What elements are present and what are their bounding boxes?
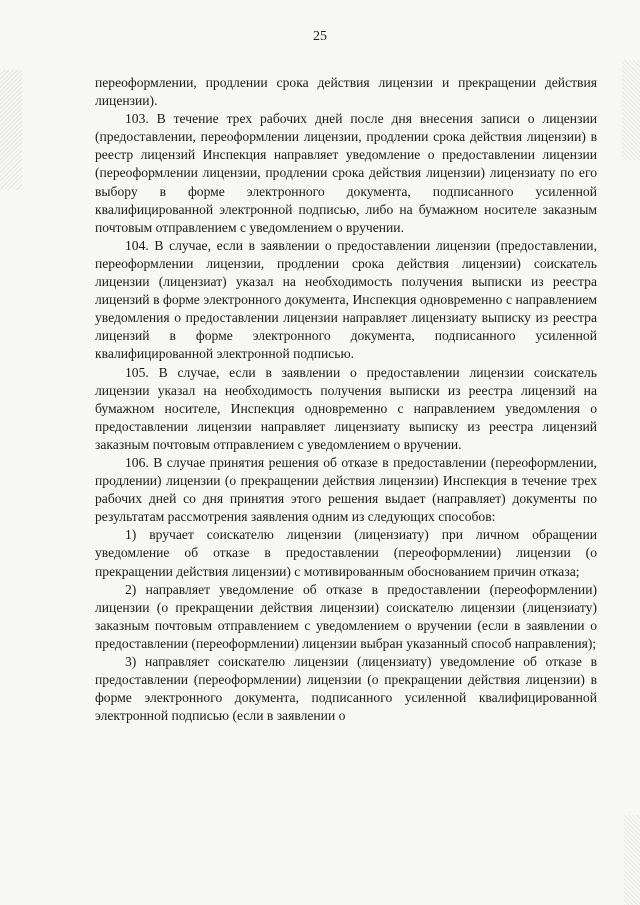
scan-artifact-left	[0, 70, 22, 190]
paragraph-103: 103. В течение трех рабочих дней после дня внесения записи о лицензии (предоставлении, переоформлении лицензии, продлении срока действия лицензии) в реестр лицензий Инспекция направляет уведомление о предоставлении лицензии (переоформлении лицензии, продлении срока действия лицензии) лицензиату по его выбору в форме электронного документа, подписанного усиленной квалифицированной электронной подписью, либо на бумажном носителе заказным почтовым отправлением с уведомлением о вручении.	[95, 111, 597, 235]
page-number: 25	[313, 29, 327, 44]
paragraph-continuation: переоформлении, продлении срока действия лицензии и прекращении действия лицензии).	[95, 75, 597, 109]
paragraph-106: 106. В случае принятия решения об отказе в предоставлении (переоформлении, продлении) лицензии (о прекращении действия лицензии) Инспекция в течение трех рабочих дней со дня принятия этого решения выдает (направляет) документы по результатам рассмотрения заявления одним из следующих способов:	[95, 454, 597, 525]
paragraph-104: 104. В случае, если в заявлении о предоставлении лицензии (предоставлении, переоформлении лицензии, продлении срока действия лицензии) соискатель лицензии (лицензиат) указал на необходимость получения выписки из реестра лицензий в форме электронного документа, Инспекция одновременно с направлением уведомления о предоставлении лицензии направляет лицензиату выписку из реестра лицензий в форме электронного документа, подписанного усиленной квалифицированной электронной подписью.	[95, 237, 597, 362]
paragraph-105: 105. В случае, если в заявлении о предоставлении лицензии соискатель лицензии указал на необходимость получения выписки из реестра лицензий на бумажном носителе, Инспекция одновременно с направлением уведомления о предоставлении лицензии направляет лицензиату выписку из реестра лицензий заказным почтовым отправлением с уведомлением о вручении.	[95, 364, 597, 452]
scan-artifact-bottom-right	[624, 815, 640, 905]
scan-artifact-right	[622, 60, 640, 160]
document-body	[95, 74, 597, 725]
list-item-3: 3) направляет соискателю лицензии (лицензиату) уведомление об отказе в предоставлении (переоформлении) лицензии (о прекращении действия лицензии) в форме электронного документа, подписанного усиленной квалифицированной электронной подписью (если в заявлении о	[95, 654, 597, 724]
list-item-2: 2) направляет уведомление об отказе в предоставлении (переоформлении) лицензии (о прекращении действия лицензии) соискателю лицензии (лицензиату) заказным почтовым отправлением с уведомлением о вручении (если в заявлении о предоставлении (переоформлении) лицензии выбран указанный способ направления);	[95, 581, 597, 651]
list-item-1: 1) вручает соискателю лицензии (лицензиату) при личном обращении уведомление об отказе в предоставлении (переоформлении) лицензии (о прекращении действия лицензии) с мотивированным обоснованием причин отказа;	[95, 527, 597, 579]
